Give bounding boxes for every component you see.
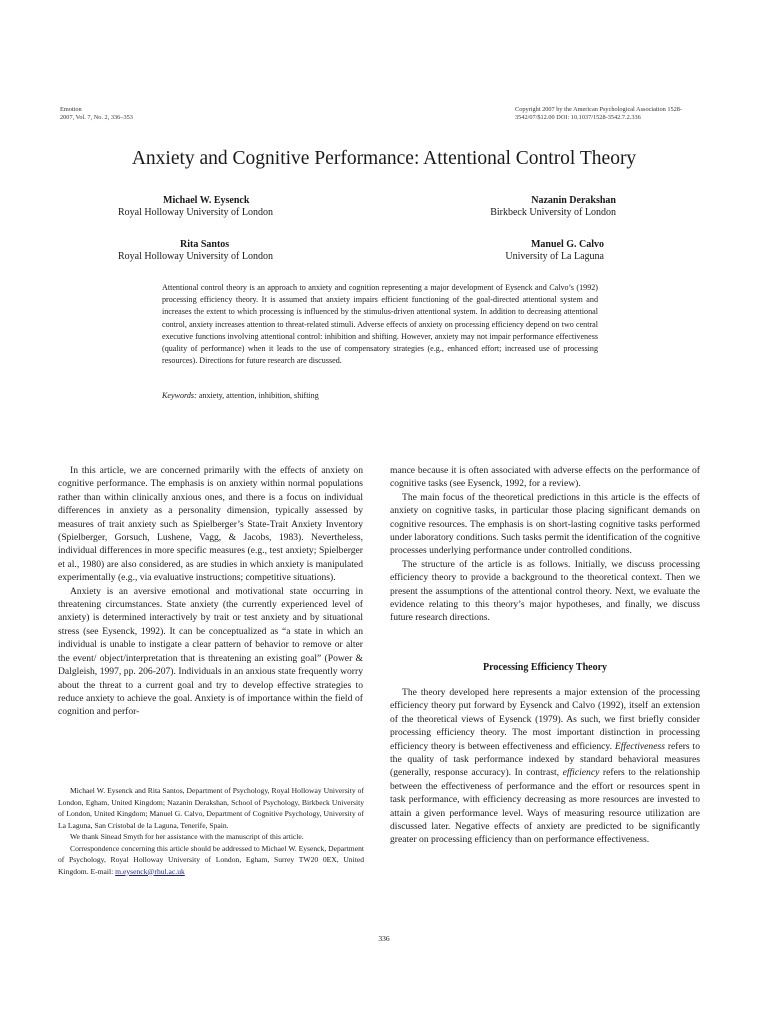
footnote-affiliations: Michael W. Eysenck and Rita Santos, Department of Psychology, Royal Holloway University of London, Egham, United Kingdom; Nazanin Derakshan, School of Psychology, Birkbeck University of London, United Kingdom; Manuel G. Calvo, Department of Cognitive Psychology, University of La Laguna, San Cristobal de la Laguna, Tenerife, Spain. — [58, 786, 364, 830]
email-link[interactable]: m.eysenck@rhul.ac.uk — [115, 866, 185, 876]
article-title: Anxiety and Cognitive Performance: Attentional Control Theory — [131, 148, 637, 169]
body-paragraph: In this article, we are concerned primarily with the effects of anxiety on cognitive performance. The emphasis is on anxiety within normal populations rather than within clinically anxious ones, and there is a focus on individual differences in anxiety as a personality dimension, typically assessed by measures of trait anxiety such as Spielberger’s State-Trait Anxiety Inventory (Spielberger, Gorsuch, Lushene, Vagg, & Jacobs, 1983). Nevertheless, individual differences in more specific measures (e.g., test anxiety; Spielberger et al., 1980) are also considered, as are studies in which anxiety is manipulated experimentally (e.g., via evaluative instructions; competitive situations). — [58, 465, 363, 584]
term-effectiveness: Effectiveness — [614, 740, 665, 752]
author-affiliation: University of La Laguna — [505, 250, 604, 262]
author-name: Nazanin Derakshan — [531, 195, 616, 206]
author-block — [466, 195, 616, 218]
body-paragraph — [390, 686, 700, 847]
footnote-correspondence — [58, 843, 364, 878]
keywords-list: anxiety, attention, inhibition, shifting — [198, 391, 319, 400]
author-affiliation: Birkbeck University of London — [490, 206, 616, 218]
author-block — [118, 195, 418, 218]
text-run: refers to the relationship between the effectiveness of performance and the effort or resources spent in task performance, with efficiency decreasing as more resources are invested to attain a given performance level. Ways of measuring resource utilization are discussed later. Negative effects of anxiety are predicted to be significantly greater on processing efficiency than on performance effectiveness. — [390, 767, 700, 846]
copyright-notice: Copyright 2007 by the American Psychological Association 1528-3542/07/$12.00 DOI: 10.1037/1528-3542.7.2.336 — [515, 106, 683, 121]
journal-name: Emotion — [60, 106, 82, 113]
section-heading: Processing Efficiency Theory — [482, 662, 608, 673]
author-affiliation: Royal Holloway University of London — [118, 250, 273, 262]
abstract: Attentional control theory is an approach to anxiety and cognition representing a major development of Eysenck and Calvo’s (1992) processing efficiency theory. It is assumed that anxiety impairs efficient functioning of the goal-directed attentional system and increases the extent to which processing is influenced by the stimulus-driven attentional system. In addition to decreasing attentional control, anxiety increases attention to threat-related stimuli. Adverse effects of anxiety on processing efficiency depend on two central executive functions involving attentional control: inhibition and shifting. However, anxiety may not impair performance effectiveness (quality of performance) when it leads to the use of compensatory strategies (e.g., enhanced effort; increased use of processing resources). Directions for future research are discussed. — [162, 283, 598, 366]
author-block — [118, 239, 418, 262]
author-footnote — [58, 785, 364, 877]
correspondence-text: Correspondence concerning this article should be addressed to Michael W. Eysenck, Department of Psychology, Royal Holloway University of London, Egham, Surrey TW20 0EX, United Kingdom. E-mail: — [58, 843, 364, 876]
body-column-right — [390, 464, 700, 625]
author-name: Manuel G. Calvo — [530, 239, 604, 250]
body-column-left — [58, 464, 363, 719]
section-body — [390, 686, 700, 847]
author-block — [400, 239, 604, 262]
author-affiliation: Royal Holloway University of London — [118, 206, 273, 218]
keywords-label: Keywords: — [162, 391, 197, 400]
text-run: refers to the quality of task performance indexed by standard behavioral measures (generally, response accuracy). In contrast, — [390, 740, 700, 779]
footnote-thanks: We thank Sinead Smyth for her assistance with the manuscript of this article. — [70, 832, 304, 841]
page-number: 336 — [378, 934, 390, 943]
body-paragraph: mance because it is often associated with adverse effects on the performance of cognitive tasks (see Eysenck, 1992, for a review). — [390, 465, 700, 490]
body-paragraph: The main focus of the theoretical predictions in this article is the effects of anxiety on cognitive tasks, in particular those placing significant demands on cognitive resources. The emphasis is on short-lasting cognitive tasks performed under laboratory conditions. Such tasks permit the identification of the cognitive processes underlying performance under controlled conditions. — [390, 491, 700, 557]
body-paragraph: Anxiety is an aversive emotional and motivational state occurring in threatening circumstances. State anxiety (the currently experienced level of anxiety) is determined interactively by trait or test anxiety and by situational stress (see Eysenck, 1992). It can be conceptualized as “a state in which an individual is unable to instigate a clear pattern of behavior to remove or alter the event/ object/interpretation that is threatening an existing goal” (Power & Dalgleish, 1997, pp. 206-207). Individuals in an anxious state frequently worry about the threat to a current goal and try to develop effective strategies to reduce anxiety to achieve the goal. Anxiety is of importance within the field of cognition and perfor- — [58, 585, 363, 718]
text-run: The theory developed here represents a major extension of the processing efficiency theory put forward by Eysenck and Calvo (1992), itself an extension of the theoretical views of Eysenck (1979). As such, we first briefly consider processing efficiency theory. The most important distinction in processing efficiency theory is between effectiveness and efficiency. — [390, 687, 700, 752]
journal-citation — [60, 106, 260, 121]
author-name: Michael W. Eysenck — [163, 195, 250, 206]
body-paragraph: The structure of the article is as follows. Initially, we discuss processing efficiency theory to provide a background to the theoretical context. Then we present the assumptions of the attentional control theory. Next, we evaluate the evidence relating to this theory’s major hypotheses, and finally, we discuss future research directions. — [390, 558, 700, 624]
author-name: Rita Santos — [180, 239, 230, 250]
term-efficiency: efficiency — [562, 767, 600, 779]
keywords — [162, 391, 598, 400]
journal-volume: 2007, Vol. 7, No. 2, 336–353 — [60, 113, 133, 121]
